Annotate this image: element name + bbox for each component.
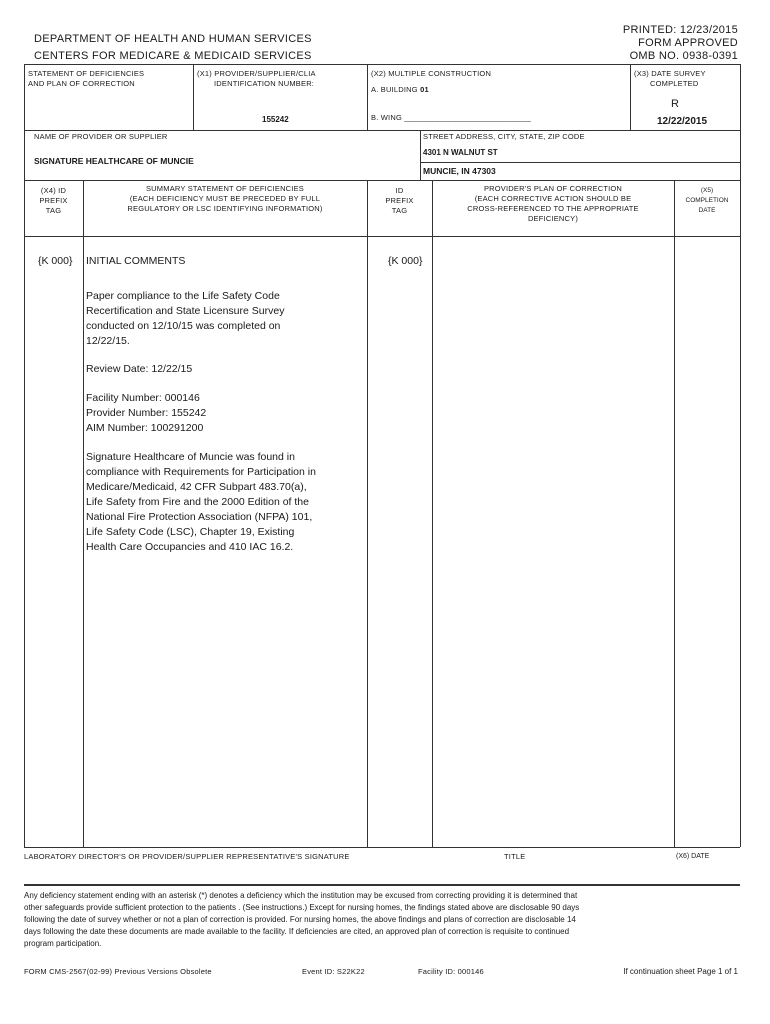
x1-label: IDENTIFICATION NUMBER: [214, 79, 315, 88]
id-prefix-header: ID PREFIX TAG [385, 186, 414, 215]
grid-line [193, 64, 194, 130]
grid-line [24, 236, 740, 237]
summary-header: SUMMARY STATEMENT OF DEFICIENCIES (EACH DEFICIENCY MUST BE PRECEDED BY FULL REGULATORY OR LSC IDENTIFYING INFORMATION) [127, 184, 323, 213]
grid-line [367, 180, 368, 847]
facility-id: Facility ID: 000146 [418, 967, 484, 976]
grid-line [740, 64, 741, 847]
grid-line [24, 180, 740, 181]
compliance-paragraph: Paper compliance to the Life Safety Code Recertification and State Licensure Survey conducted on 12/10/15 was completed on 12/22/15. [86, 290, 285, 347]
top-border [24, 64, 740, 65]
aim-number: AIM Number: 100291200 [86, 422, 204, 434]
x4-header: (X4) ID PREFIX TAG [39, 186, 68, 215]
street-address: 4301 N WALNUT ST [423, 148, 498, 157]
grid-line [24, 130, 740, 131]
centers-name: CENTERS FOR MEDICARE & MEDICAID SERVICES [34, 50, 312, 62]
facility-number: Facility Number: 000146 [86, 392, 200, 404]
provider-number: Provider Number: 155242 [86, 407, 207, 419]
findings-paragraph: Signature Healthcare of Muncie was found in compliance with Requirements for Participation in Medicare/Medicaid, 42 CFR Subpart 483.70(a), Life Safety from Fire and the 2000 Edition of the National Fire Protection Association (NFPA) 101, Life Safety Code (LSC), Chapter 19, Existing Health Care Occupancies and 410 IAC 16.2. [86, 451, 316, 553]
event-id: Event ID: S22K22 [302, 967, 365, 976]
title-label: TITLE [504, 852, 526, 861]
grid-line [674, 180, 675, 847]
provider-id-number: 155242 [262, 115, 289, 124]
signature-label: LABORATORY DIRECTOR'S OR PROVIDER/SUPPLIER REPRESENTATIVE'S SIGNATURE [24, 852, 350, 861]
printed-date: PRINTED: 12/23/2015 [622, 24, 738, 36]
department-name: DEPARTMENT OF HEALTH AND HUMAN SERVICES [34, 33, 312, 45]
completion-header: (X5) COMPLETION DATE [685, 187, 729, 214]
provider-name: SIGNATURE HEALTHCARE OF MUNCIE [34, 156, 194, 166]
grid-line [24, 847, 740, 848]
grid-line [24, 64, 25, 847]
x3-label: (X3) DATE SURVEY [634, 69, 706, 78]
prefix-tag: {K 000} [38, 255, 73, 267]
statement-label: STATEMENT OF DEFICIENCIES [28, 69, 145, 78]
grid-line [24, 884, 740, 886]
date-label: (X6) DATE [676, 853, 710, 860]
prefix-tag-right: {K 000} [388, 255, 423, 267]
statement-label: AND PLAN OF CORRECTION [28, 79, 135, 88]
grid-line [367, 64, 368, 130]
wing-blank: _____________________________ [404, 113, 532, 122]
entry-title: INITIAL COMMENTS [86, 255, 186, 267]
grid-line [420, 130, 421, 180]
address-label: STREET ADDRESS, CITY, STATE, ZIP CODE [423, 132, 585, 141]
x3-letter: R [671, 98, 680, 110]
disclaimer: Any deficiency statement ending with an asterisk (*) denotes a deficiency which the institution may be excused from correcting providing it is determined that other safeguards provide sufficient protection to the patients . (See instructions.) Except for nursing homes, the findings stated above are disclosable 90 days following the date of survey whether or not a plan of correction is provided. For nursing homes, the above findings and plans of correction are disclosable 14 days following the date these documents are made available to the facility. If deficiencies are cited, an approved plan of correction is requisite to continued program participation. [24, 891, 580, 948]
provider-name-label: NAME OF PROVIDER OR SUPPLIER [34, 132, 168, 141]
page-indicator: If continuation sheet Page 1 of 1 [623, 967, 738, 976]
x3-label: COMPLETED [650, 79, 699, 88]
omb-number: OMB NO. 0938-0391 [629, 50, 738, 62]
form-approved: FORM APPROVED [638, 37, 738, 49]
grid-line [83, 180, 84, 847]
plan-header: PROVIDER'S PLAN OF CORRECTION (EACH CORRECTIVE ACTION SHOULD BE CROSS-REFERENCED TO THE APPROPRIATE DEFICIENCY) [467, 184, 639, 223]
city-state-zip: MUNCIE, IN 47303 [423, 166, 496, 176]
form-number: FORM CMS-2567(02-99) Previous Versions Obsolete [24, 967, 212, 976]
wing-label: B. WING _____________________________ [371, 113, 532, 122]
grid-line [420, 162, 740, 163]
x2-label: (X2) MULTIPLE CONSTRUCTION [371, 69, 492, 78]
building-label: A. BUILDING 01 [371, 85, 429, 94]
survey-completed-date: 12/22/2015 [657, 116, 708, 127]
grid-line [630, 64, 631, 130]
grid-line [432, 180, 433, 847]
building-value: 01 [420, 85, 429, 94]
review-date: Review Date: 12/22/15 [86, 363, 193, 375]
x1-label: (X1) PROVIDER/SUPPLIER/CLIA [197, 69, 316, 78]
